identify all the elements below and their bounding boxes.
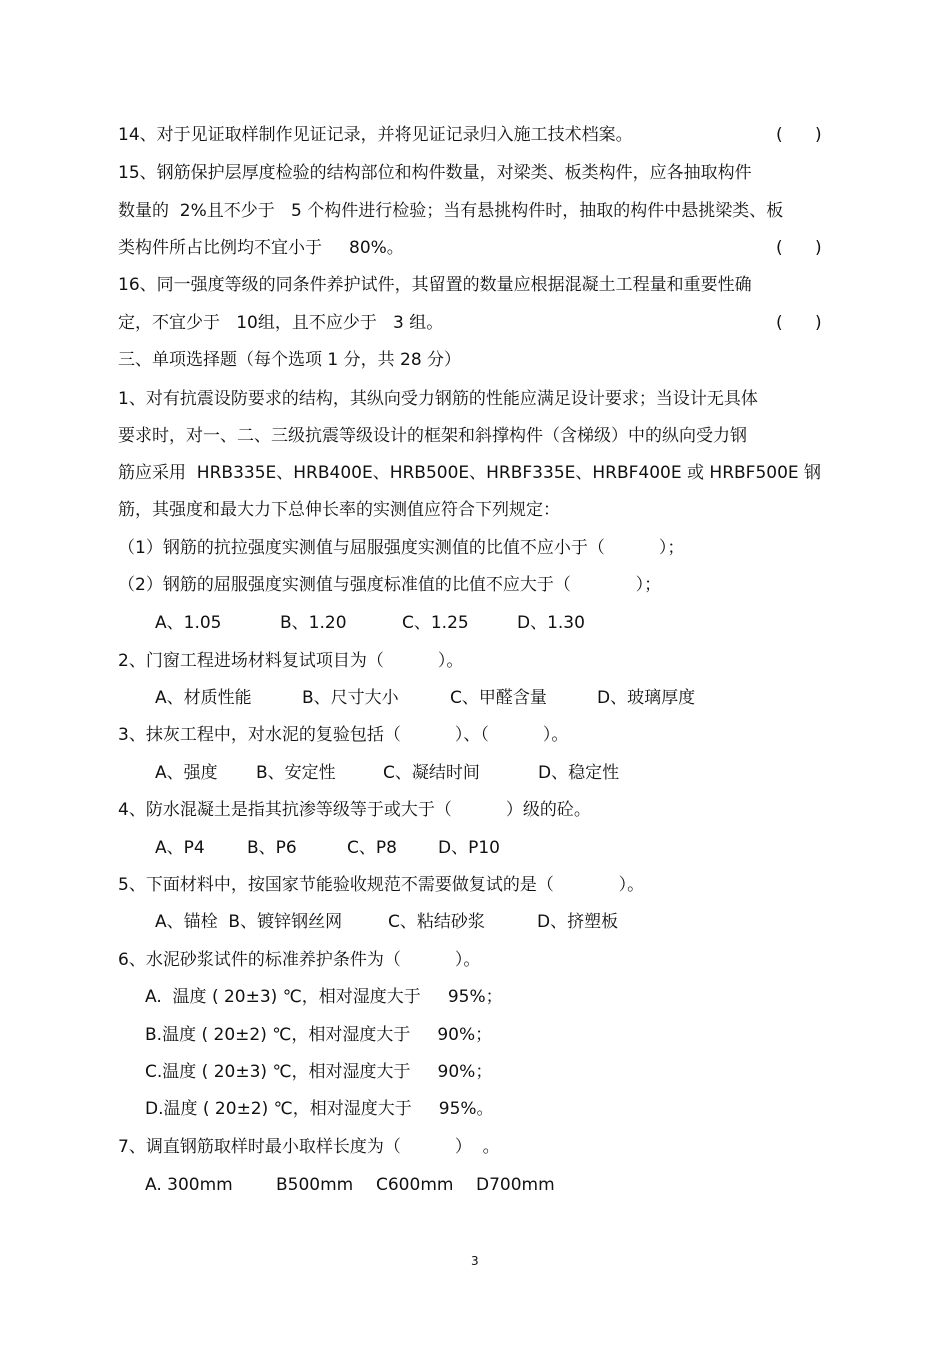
mc-q6-option-a: A. 温度 ( 20±3) ℃，相对湿度大于 95%；: [145, 987, 503, 1007]
mc-q5-option-ab: A、锚栓 B、镀锌钢丝网: [155, 912, 343, 932]
mc-q3-option-b: B、安定性: [256, 763, 336, 783]
mc-q6-option-b: B.温度 ( 20±2) ℃，相对湿度大于 90%；: [145, 1025, 493, 1045]
mc-q2-stem: 2、门窗工程进场材料复试项目为（ ）。: [118, 651, 464, 671]
page-number: 3: [471, 1254, 479, 1268]
mc-q5-stem: 5、下面材料中，按国家节能验收规范不需要做复试的是（ ）。: [118, 875, 645, 895]
mc-q6-stem: 6、水泥砂浆试件的标准养护条件为（ ）。: [118, 950, 481, 970]
mc-q4-stem: 4、防水混凝土是指其抗渗等级等于或大于（ ）级的砼。: [118, 800, 591, 820]
q16-line2: 定，不宜少于 10组，且不应少于 3 组。: [118, 313, 444, 333]
mc-q6-option-d: D.温度 ( 20±2) ℃，相对湿度大于 95%。: [145, 1099, 494, 1119]
mc-q2-option-d: D、玻璃厚度: [597, 688, 696, 708]
mc-q7-option-a: A. 300mm: [145, 1175, 233, 1195]
mc-q1-option-b: B、1.20: [280, 613, 347, 633]
mc-q7-option-d: D700mm: [476, 1175, 555, 1195]
mc-q1-line2: 要求时，对一、二、三级抗震等级设计的框架和斜撑构件（含梯级）中的纵向受力钢: [118, 426, 747, 446]
mc-q1-line1: 1、对有抗震设防要求的结构，其纵向受力钢筋的性能应满足设计要求；当设计无具体: [118, 389, 758, 409]
mc-q1-sub1: （1）钢筋的抗拉强度实测值与屈服强度实测值的比值不应小于（ ）；: [118, 538, 685, 558]
mc-q4-option-d: D、P10: [438, 838, 500, 858]
mc-q4-option-b: B、P6: [247, 838, 297, 858]
mc-q3-option-c: C、凝结时间: [383, 763, 480, 783]
mc-q4-option-c: C、P8: [347, 838, 397, 858]
q15-line3: 类构件所占比例均不宜小于 80%。: [118, 238, 404, 258]
q14-line1: 14、对于见证取样制作见证记录，并将见证记录归入施工技术档案。: [118, 125, 633, 145]
mc-q7-option-b: B500mm: [276, 1175, 354, 1195]
mc-q1-option-a: A、1.05: [155, 613, 222, 633]
mc-q1-sub2: （2）钢筋的屈服强度实测值与强度标准值的比值不应大于（ ）；: [118, 575, 662, 595]
section3-heading: 三、单项选择题（每个选项 1 分，共 28 分）: [118, 350, 462, 370]
q14-answer-paren: ( ): [776, 125, 822, 145]
q15-line2: 数量的 2%且不少于 5 个构件进行检验；当有悬挑构件时，抽取的构件中悬挑梁类、板: [118, 201, 784, 221]
mc-q2-option-c: C、甲醛含量: [450, 688, 547, 708]
q16-line1: 16、同一强度等级的同条件养护试件，其留置的数量应根据混凝土工程量和重要性确: [118, 275, 752, 295]
mc-q2-option-b: B、尺寸大小: [302, 688, 399, 708]
mc-q1-line4: 筋，其强度和最大力下总伸长率的实测值应符合下列规定：: [118, 500, 560, 520]
mc-q7-stem: 7、调直钢筋取样时最小取样长度为（ ） 。: [118, 1137, 500, 1157]
mc-q7-option-c: C600mm: [376, 1175, 454, 1195]
mc-q3-stem: 3、抹灰工程中，对水泥的复验包括（ ）、（ ）。: [118, 725, 569, 745]
mc-q4-option-a: A、P4: [155, 838, 205, 858]
mc-q3-option-d: D、稳定性: [538, 763, 620, 783]
q16-answer-paren: ( ): [776, 313, 822, 333]
mc-q1-option-d: D、1.30: [517, 613, 585, 633]
mc-q3-option-a: A、强度: [155, 763, 218, 783]
mc-q1-line3: 筋应采用 HRB335E、HRB400E、HRB500E、HRBF335E、HRBF400E 或 HRBF500E 钢: [118, 463, 822, 483]
mc-q6-option-c: C.温度 ( 20±3) ℃，相对湿度大于 90%；: [145, 1062, 493, 1082]
q15-answer-paren: ( ): [776, 238, 822, 258]
q15-line1: 15、钢筋保护层厚度检验的结构部位和构件数量，对梁类、板类构件，应各抽取构件: [118, 163, 752, 183]
mc-q2-option-a: A、材质性能: [155, 688, 252, 708]
mc-q1-option-c: C、1.25: [402, 613, 469, 633]
mc-q5-option-d: D、挤塑板: [537, 912, 619, 932]
mc-q5-option-c: C、粘结砂浆: [388, 912, 485, 932]
